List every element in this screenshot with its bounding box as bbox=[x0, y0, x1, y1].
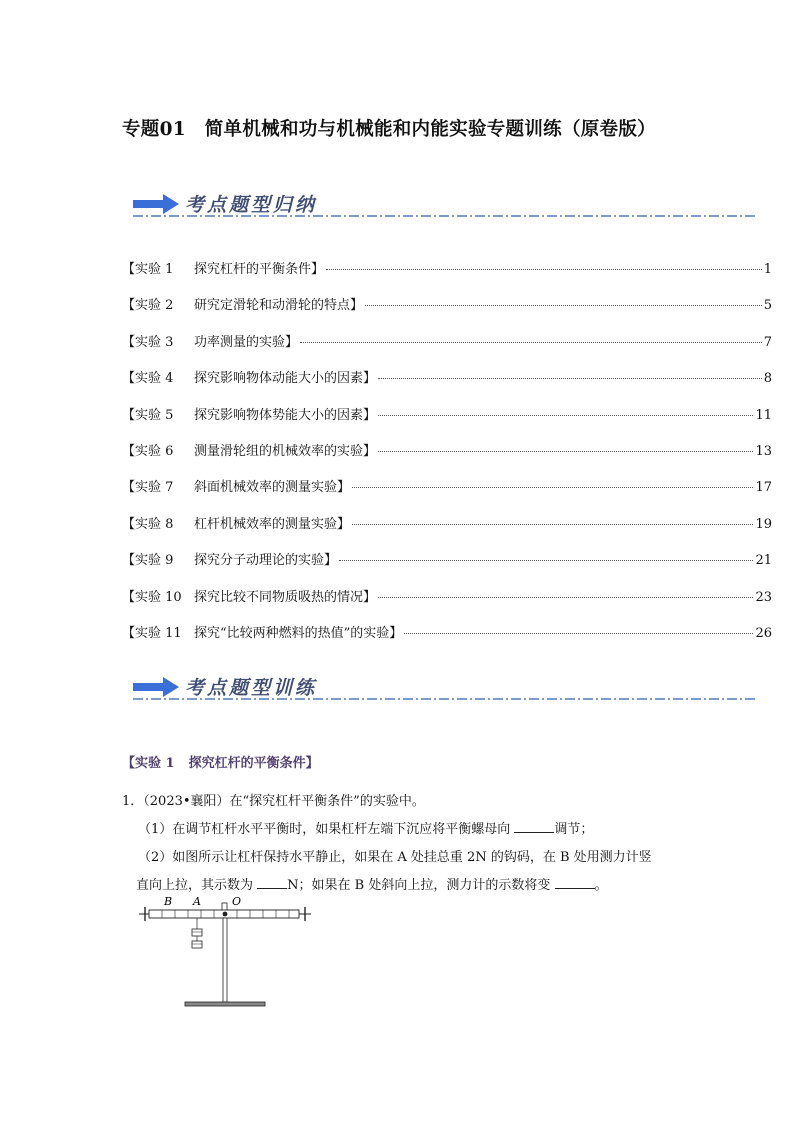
question-part-1: （1）在调节杠杆水平平衡时，如果杠杆左端下沉应将平衡螺母向 调节； bbox=[138, 822, 594, 837]
answer-blank[interactable] bbox=[257, 876, 287, 889]
answer-blank[interactable] bbox=[555, 876, 595, 889]
toc-item[interactable]: 【实验 5 探究影响物体势能大小的因素】 11 bbox=[122, 407, 772, 423]
label-a: A bbox=[193, 895, 201, 908]
toc-item[interactable]: 【实验 9 探究分子动理论的实验】 21 bbox=[122, 553, 772, 569]
toc-item[interactable]: 【实验 11 探究“比较两种燃料的热值”的实验】 26 bbox=[122, 625, 772, 641]
experiment-heading: 【实验 1 探究杠杆的平衡条件】 bbox=[122, 756, 319, 771]
table-of-contents bbox=[122, 258, 772, 658]
toc-item[interactable]: 【实验 7 斜面机械效率的测量实验】 17 bbox=[122, 480, 772, 496]
label-b: B bbox=[164, 895, 173, 908]
toc-item[interactable]: 【实验 6 测量滑轮组的机械效率的实验】 13 bbox=[122, 443, 772, 459]
section-label: 考点题型归纳 bbox=[185, 194, 318, 216]
toc-item[interactable]: 【实验 1 探究杠杆的平衡条件】 1 bbox=[122, 262, 772, 277]
toc-item[interactable]: 【实验 10 探究比较不同物质吸热的情况】 23 bbox=[122, 589, 772, 605]
section-divider bbox=[133, 697, 758, 701]
section-header-training bbox=[133, 673, 758, 703]
answer-blank[interactable] bbox=[514, 820, 554, 833]
document-title: 专题01 简单机械和功与机械能和内能实验专题训练（原卷版） bbox=[122, 119, 656, 140]
question-part-2-cont: 直向上拉，其示数为 N；如果在 B 处斜向上拉，测力计的示数将变 。 bbox=[136, 878, 608, 893]
hook-weights bbox=[192, 918, 202, 948]
question-stem: 1．（2023•襄阳）在“探究杠杆平衡条件”的实验中。 bbox=[122, 794, 425, 809]
question-part-2: （2）如图所示让杠杆保持水平静止，如果在 A 处挂总重 2N 的钩码，在 B 处用测力计竖 bbox=[138, 850, 652, 865]
section-header-summary bbox=[133, 190, 758, 220]
toc-item[interactable]: 【实验 8 杠杆机械效率的测量实验】 19 bbox=[122, 516, 772, 532]
arrow-right-icon bbox=[133, 194, 179, 214]
section-label: 考点题型训练 bbox=[185, 677, 318, 699]
lever-diagram bbox=[135, 893, 320, 1018]
toc-item[interactable]: 【实验 3 功率测量的实验】 7 bbox=[122, 334, 772, 350]
label-o: O bbox=[232, 895, 242, 908]
arrow-right-icon bbox=[133, 677, 179, 697]
section-divider bbox=[133, 214, 758, 218]
toc-item[interactable]: 【实验 2 研究定滑轮和动滑轮的特点】 5 bbox=[122, 298, 772, 314]
toc-item[interactable]: 【实验 4 探究影响物体动能大小的因素】 8 bbox=[122, 371, 772, 387]
